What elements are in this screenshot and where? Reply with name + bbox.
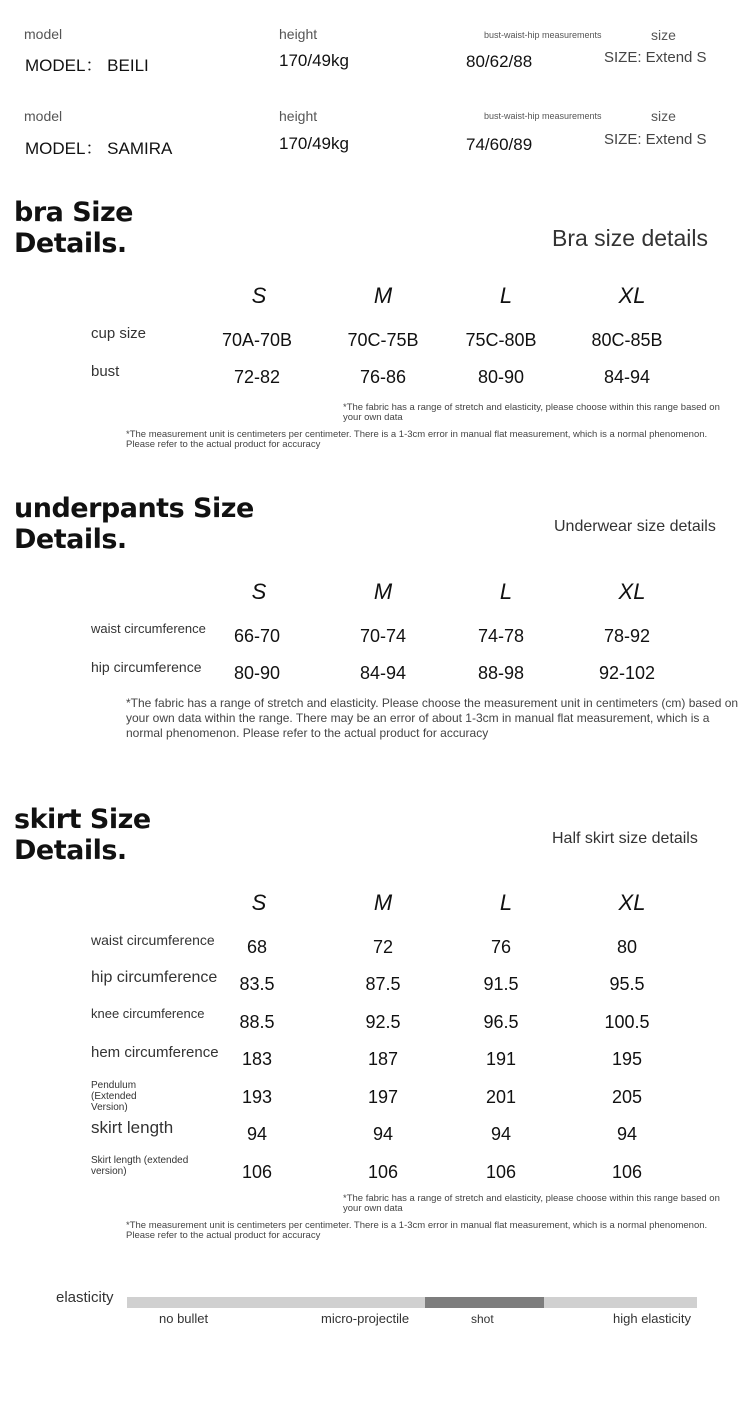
table-cell: 80C-85B xyxy=(591,330,663,350)
table-cell: 195 xyxy=(611,1049,643,1069)
table-cell: 88.5 xyxy=(239,1012,275,1032)
table-cell: 95.5 xyxy=(609,974,645,994)
size-header-l: L xyxy=(499,283,513,308)
scale-bar-segment xyxy=(544,1297,697,1308)
table-cell: 87.5 xyxy=(365,974,401,994)
model-name: MODEL： SAMIRA xyxy=(25,139,173,158)
row-label: waist circumference xyxy=(91,932,215,948)
model-height: 170/49kg xyxy=(279,134,349,153)
size-header-s: S xyxy=(251,283,267,308)
model-size: SIZE: Extend S xyxy=(604,49,707,66)
table-cell: 88-98 xyxy=(477,663,525,683)
table-cell: 76 xyxy=(490,937,512,957)
table-cell: 72 xyxy=(372,937,394,957)
scale-level-label-selected: shot xyxy=(471,1312,494,1326)
row-label: waist circumference xyxy=(91,621,206,636)
table-cell: 106 xyxy=(485,1162,517,1182)
table-cell: 96.5 xyxy=(483,1012,519,1032)
table-cell: 75C-80B xyxy=(465,330,537,350)
measurement-note: *The measurement unit is centimeters per centimeter. There is a 1-3cm error in manual flat measurement, which is a normal phenomenon. Please refer to the actual product for accuracy xyxy=(126,429,708,450)
model-measurements: 80/62/88 xyxy=(466,52,533,71)
stretch-note: *The fabric has a range of stretch and elasticity, please choose within this range based on your own data xyxy=(343,402,720,423)
table-cell: 80-90 xyxy=(233,663,281,683)
table-cell: 83.5 xyxy=(239,974,275,994)
heading-line: bra Size xyxy=(14,197,133,228)
model-measurements: 74/60/89 xyxy=(466,135,533,154)
table-cell: 80 xyxy=(616,937,638,957)
model-size: SIZE: Extend S xyxy=(604,131,707,148)
table-cell: 72-82 xyxy=(233,367,281,387)
size-header-s: S xyxy=(251,579,267,604)
height-label: height xyxy=(279,108,318,124)
scale-bar-segment xyxy=(127,1297,425,1308)
heading-line: Details. xyxy=(14,524,127,555)
measurements-label: bust-waist-hip measurements xyxy=(484,111,602,121)
row-label: Pendulum (Extended Version) xyxy=(91,1080,137,1113)
table-cell: 106 xyxy=(611,1162,643,1182)
row-label: bust xyxy=(91,363,120,380)
size-header-xl: XL xyxy=(618,579,646,604)
size-header-m: M xyxy=(373,283,393,308)
table-cell: 94 xyxy=(246,1124,268,1144)
table-cell: 191 xyxy=(485,1049,517,1069)
table-cell: 92-102 xyxy=(598,663,656,683)
table-cell: 74-78 xyxy=(477,626,525,646)
skirt-heading xyxy=(14,804,151,866)
table-cell: 76-86 xyxy=(359,367,407,387)
model-label: model xyxy=(24,26,63,42)
row-label: knee circumference xyxy=(91,1006,205,1021)
model-height: 170/49kg xyxy=(279,51,349,70)
size-header-l: L xyxy=(499,579,513,604)
table-cell: 84-94 xyxy=(603,367,651,387)
table-cell: 94 xyxy=(616,1124,638,1144)
scale-level-label: high elasticity xyxy=(613,1311,692,1326)
row-label: skirt length xyxy=(91,1118,174,1137)
scale-level-label: no bullet xyxy=(159,1311,209,1326)
size-header-l: L xyxy=(499,890,513,915)
size-header-m: M xyxy=(373,890,393,915)
table-cell: 106 xyxy=(367,1162,399,1182)
table-cell: 106 xyxy=(241,1162,273,1182)
table-cell: 91.5 xyxy=(483,974,519,994)
table-cell: 94 xyxy=(372,1124,394,1144)
heading-line: Details. xyxy=(14,835,127,866)
table-cell: 100.5 xyxy=(604,1012,650,1032)
row-label: hip circumference xyxy=(91,659,202,675)
elasticity-label: elasticity xyxy=(56,1289,114,1306)
row-label: hem circumference xyxy=(91,1044,219,1061)
size-header-xl: XL xyxy=(618,283,646,308)
model-label: model xyxy=(24,108,63,124)
stretch-note: *The fabric has a range of stretch and elasticity. Please choose the measurement unit in centimeters (cm) based on your own data within the range. There may be an error of about 1-3cm in manual flat measurement, which is a normal phenomenon. Please refer to the actual product for accuracy xyxy=(126,696,739,740)
measurement-note: *The measurement unit is centimeters per centimeter. There is a 1-3cm error in manual flat measurement, which is a normal phenomenon. Please refer to the actual product for accuracy xyxy=(126,1220,708,1241)
size-label: size xyxy=(651,27,676,43)
heading-line: skirt Size xyxy=(14,804,151,835)
row-label: cup size xyxy=(91,325,147,342)
table-cell: 197 xyxy=(367,1087,399,1107)
table-cell: 70C-75B xyxy=(347,330,419,350)
table-cell: 84-94 xyxy=(359,663,407,683)
row-label: Skirt length (extended version) xyxy=(91,1155,189,1177)
skirt-subtitle: Half skirt size details xyxy=(552,830,698,847)
table-cell: 70A-70B xyxy=(221,330,293,350)
table-cell: 205 xyxy=(611,1087,643,1107)
model-name: MODEL： BEILI xyxy=(25,56,149,75)
bra-subtitle: Bra size details xyxy=(552,225,708,251)
table-cell: 78-92 xyxy=(603,626,651,646)
size-header-xl: XL xyxy=(618,890,646,915)
table-cell: 187 xyxy=(367,1049,399,1069)
size-header-m: M xyxy=(373,579,393,604)
table-cell: 92.5 xyxy=(365,1012,401,1032)
stretch-note: *The fabric has a range of stretch and elasticity, please choose within this range based on your own data xyxy=(343,1193,720,1214)
table-cell: 201 xyxy=(485,1087,517,1107)
table-cell: 193 xyxy=(241,1087,273,1107)
row-label: hip circumference xyxy=(91,969,218,986)
size-label: size xyxy=(651,108,676,124)
table-cell: 70-74 xyxy=(359,626,407,646)
size-header-s: S xyxy=(251,890,267,915)
scale-level-label: micro-projectile xyxy=(321,1311,410,1326)
table-cell: 183 xyxy=(241,1049,273,1069)
heading-line: Details. xyxy=(14,228,127,259)
underpants-subtitle: Underwear size details xyxy=(554,518,716,535)
table-cell: 66-70 xyxy=(233,626,281,646)
table-cell: 80-90 xyxy=(477,367,525,387)
bra-heading xyxy=(14,197,133,259)
table-cell: 94 xyxy=(490,1124,512,1144)
underpants-heading xyxy=(14,493,254,555)
table-cell: 68 xyxy=(246,937,268,957)
scale-bar-selected xyxy=(425,1297,544,1308)
measurements-label: bust-waist-hip measurements xyxy=(484,30,602,40)
height-label: height xyxy=(279,26,318,42)
heading-line: underpants Size xyxy=(14,493,254,524)
